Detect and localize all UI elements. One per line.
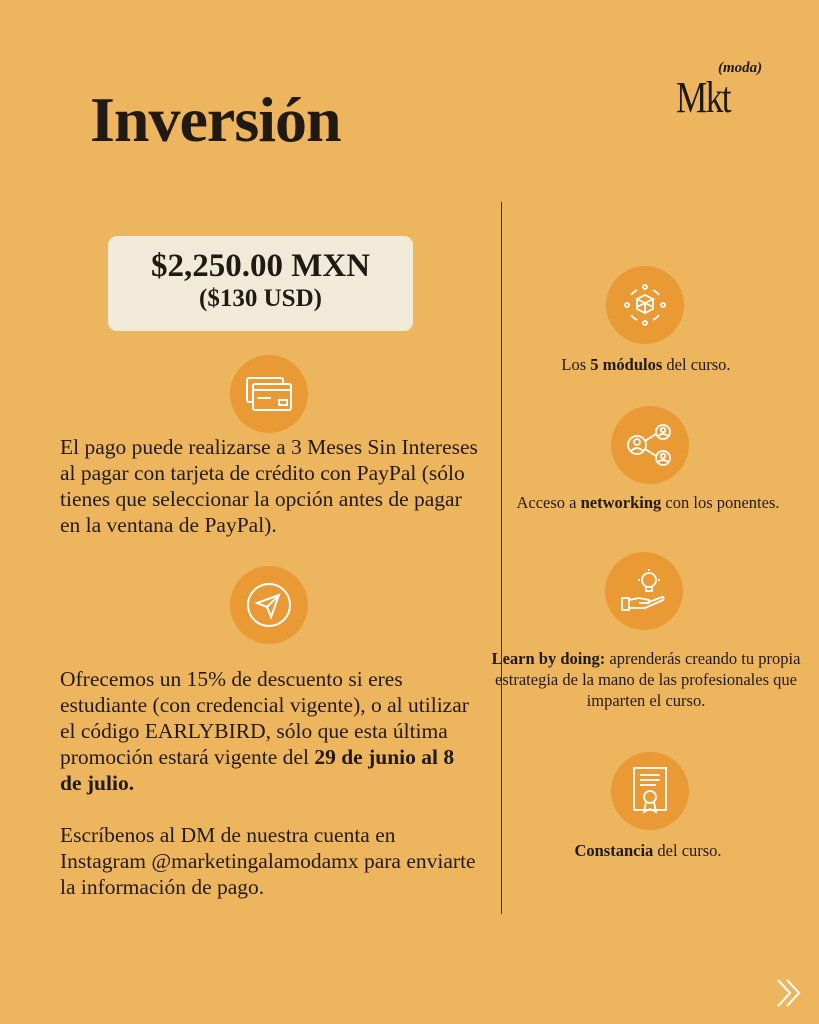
benefit-post: con los ponentes.	[661, 493, 780, 512]
benefit-pre: Los	[561, 355, 591, 374]
benefit-networking	[483, 492, 813, 513]
certificate-icon	[611, 752, 689, 830]
benefit-bold: 5 módulos	[590, 355, 663, 374]
benefit-post: aprenderás creando tu propia estrategia de la mano de las profesionales que imparten el curso.	[495, 649, 801, 710]
chevron-double-right-icon[interactable]	[774, 976, 804, 1010]
brand-logo	[676, 60, 776, 120]
benefit-bold: networking	[580, 493, 662, 512]
benefit-post: del curso.	[662, 355, 731, 374]
benefit-learn-by-doing	[481, 648, 811, 711]
network-icon	[611, 406, 689, 484]
send-icon	[230, 566, 308, 644]
discount-dates: 29 de junio al 8 de julio.	[60, 745, 455, 795]
contact-info-text: Escríbenos al DM de nuestra cuenta en Instagram @marketingalamodamx para enviarte la información de pago.	[60, 823, 476, 899]
price-mxn: $2,250.00 MXN	[150, 248, 371, 284]
page-title: Inversión	[90, 84, 341, 155]
benefit-modules	[481, 354, 811, 375]
logo-superscript: (moda)	[718, 60, 763, 76]
price-usd: ($130 USD)	[199, 285, 322, 313]
benefit-certificate	[483, 840, 813, 861]
credit-card-icon	[230, 355, 308, 433]
benefit-bold: Learn by doing:	[491, 649, 606, 668]
benefit-bold: Constancia	[574, 841, 654, 860]
discount-info-text	[60, 666, 480, 796]
logo-text: Mkt	[676, 73, 730, 122]
modules-icon	[606, 266, 684, 344]
idea-hand-icon	[605, 552, 683, 630]
column-divider	[501, 202, 502, 914]
payment-info-text: El pago puede realizarse a 3 Meses Sin Intereses al pagar con tarjeta de crédito con PayPal (sólo tienes que seleccionar la opción antes de pagar en la ventana de PayPal).	[60, 435, 478, 537]
discount-text: Ofrecemos un 15% de descuento si eres estudiante (con credencial vigente), o al utilizar el código EARLYBIRD, sólo que esta última promoción estará vigente del	[60, 667, 469, 769]
benefit-post: del curso.	[653, 841, 722, 860]
benefit-pre: Acceso a	[516, 493, 581, 512]
price-box	[108, 236, 413, 331]
